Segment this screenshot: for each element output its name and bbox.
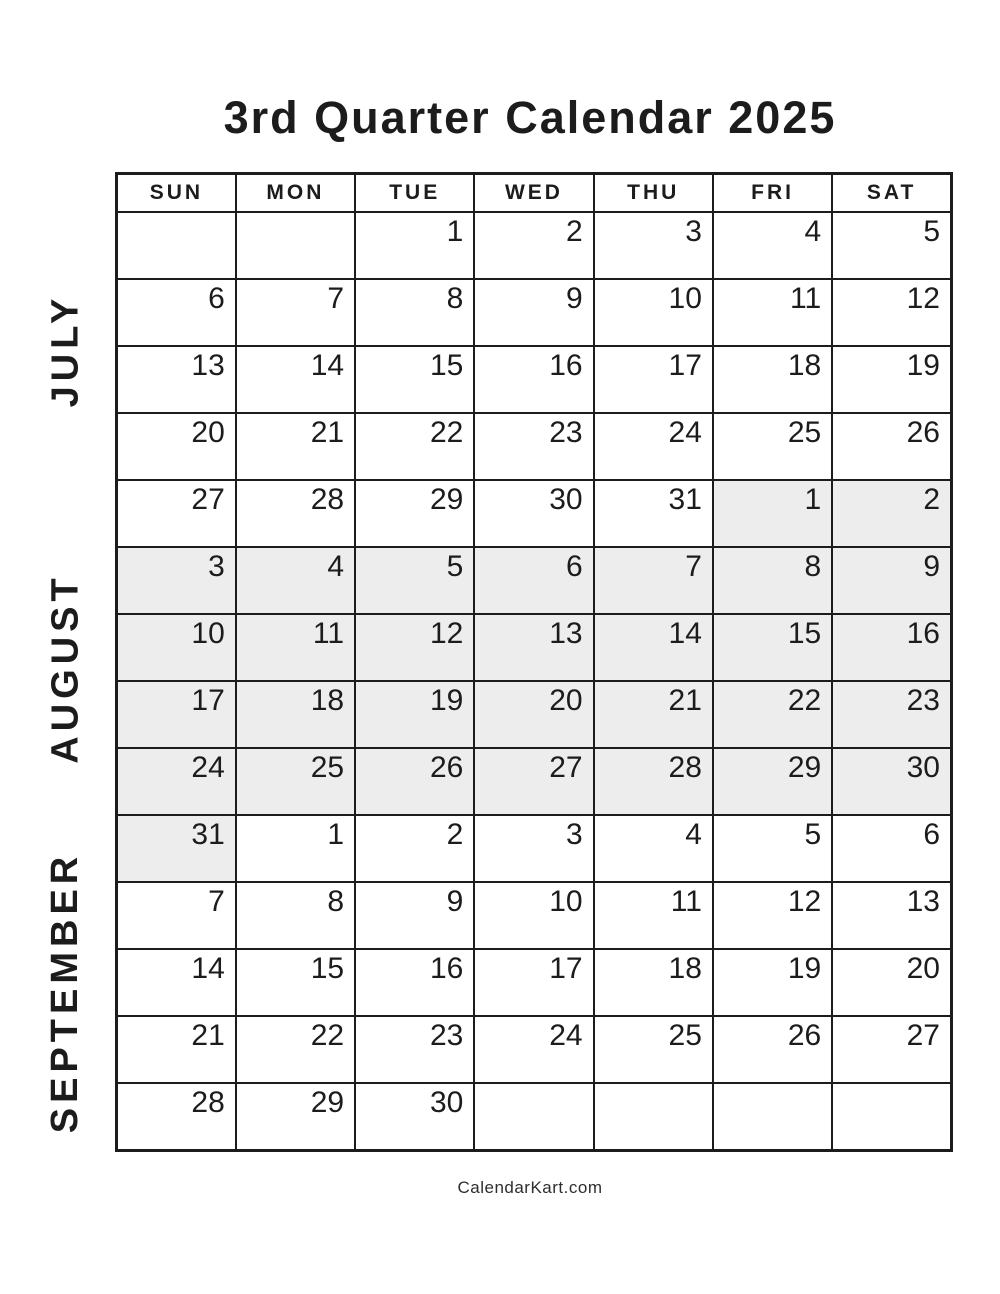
day-cell: 22 <box>355 413 474 480</box>
day-cell: 25 <box>713 413 832 480</box>
day-cell: 3 <box>594 212 713 279</box>
day-cell: 30 <box>355 1083 474 1151</box>
day-cell: 21 <box>236 413 355 480</box>
day-cell: 21 <box>117 1016 236 1083</box>
day-cell: 30 <box>832 748 951 815</box>
day-cell: 28 <box>117 1083 236 1151</box>
weekday-header-thu: THU <box>594 174 713 213</box>
day-cell: 14 <box>117 949 236 1016</box>
day-cell: 8 <box>355 279 474 346</box>
day-cell: 5 <box>713 815 832 882</box>
day-cell: 9 <box>832 547 951 614</box>
day-cell: 6 <box>117 279 236 346</box>
day-cell: 19 <box>355 681 474 748</box>
day-cell: 12 <box>355 614 474 681</box>
weekday-header-fri: FRI <box>713 174 832 213</box>
day-cell: 19 <box>713 949 832 1016</box>
day-cell: 16 <box>355 949 474 1016</box>
day-cell: 11 <box>236 614 355 681</box>
day-cell: 11 <box>713 279 832 346</box>
calendar-week-row <box>117 480 952 547</box>
day-cell: 6 <box>474 547 593 614</box>
day-cell: 20 <box>474 681 593 748</box>
day-cell: 13 <box>117 346 236 413</box>
day-cell: 8 <box>236 882 355 949</box>
calendar-body <box>117 212 952 1151</box>
day-cell: 7 <box>594 547 713 614</box>
month-label-august <box>22 468 110 868</box>
day-cell: 23 <box>832 681 951 748</box>
day-cell: 12 <box>713 882 832 949</box>
day-cell: 17 <box>474 949 593 1016</box>
day-cell: 27 <box>832 1016 951 1083</box>
empty-day-cell <box>236 212 355 279</box>
day-cell: 10 <box>117 614 236 681</box>
day-cell: 24 <box>594 413 713 480</box>
month-label-september-text: SEPTEMBER <box>44 851 87 1133</box>
day-cell: 27 <box>474 748 593 815</box>
weekday-header-wed: WED <box>474 174 593 213</box>
calendar-week-row <box>117 1016 952 1083</box>
day-cell: 4 <box>594 815 713 882</box>
day-cell: 31 <box>117 815 236 882</box>
empty-day-cell <box>594 1083 713 1151</box>
day-cell: 9 <box>355 882 474 949</box>
quarter-calendar-table <box>115 172 953 1152</box>
day-cell: 1 <box>355 212 474 279</box>
day-cell: 27 <box>117 480 236 547</box>
weekday-header-sun: SUN <box>117 174 236 213</box>
month-label-july-text: JULY <box>44 293 87 407</box>
day-cell: 13 <box>832 882 951 949</box>
day-cell: 6 <box>832 815 951 882</box>
day-cell: 26 <box>832 413 951 480</box>
day-cell: 17 <box>117 681 236 748</box>
calendar-week-row <box>117 279 952 346</box>
day-cell: 5 <box>355 547 474 614</box>
calendar-week-row <box>117 681 952 748</box>
calendar-week-row <box>117 212 952 279</box>
weekday-header-mon: MON <box>236 174 355 213</box>
day-cell: 20 <box>117 413 236 480</box>
day-cell: 10 <box>474 882 593 949</box>
day-cell: 13 <box>474 614 593 681</box>
day-cell: 15 <box>713 614 832 681</box>
day-cell: 10 <box>594 279 713 346</box>
day-cell: 24 <box>474 1016 593 1083</box>
day-cell: 23 <box>474 413 593 480</box>
day-cell: 1 <box>713 480 832 547</box>
calendar-week-row <box>117 413 952 480</box>
day-cell: 3 <box>117 547 236 614</box>
calendar-week-row <box>117 1083 952 1151</box>
day-cell: 28 <box>236 480 355 547</box>
day-cell: 8 <box>713 547 832 614</box>
day-cell: 21 <box>594 681 713 748</box>
day-cell: 20 <box>832 949 951 1016</box>
day-cell: 19 <box>832 346 951 413</box>
calendar-week-row <box>117 547 952 614</box>
day-cell: 4 <box>713 212 832 279</box>
calendar-week-row <box>117 748 952 815</box>
empty-day-cell <box>713 1083 832 1151</box>
empty-day-cell <box>832 1083 951 1151</box>
day-cell: 15 <box>355 346 474 413</box>
day-cell: 22 <box>236 1016 355 1083</box>
day-cell: 5 <box>832 212 951 279</box>
day-cell: 3 <box>474 815 593 882</box>
day-cell: 14 <box>594 614 713 681</box>
month-label-august-text: AUGUST <box>44 572 87 764</box>
day-cell: 15 <box>236 949 355 1016</box>
day-cell: 30 <box>474 480 593 547</box>
day-cell: 11 <box>594 882 713 949</box>
day-cell: 9 <box>474 279 593 346</box>
day-cell: 16 <box>474 346 593 413</box>
day-cell: 23 <box>355 1016 474 1083</box>
day-cell: 22 <box>713 681 832 748</box>
weekday-header-row <box>117 174 952 213</box>
calendar-week-row <box>117 815 952 882</box>
day-cell: 29 <box>236 1083 355 1151</box>
day-cell: 25 <box>594 1016 713 1083</box>
calendar-week-row <box>117 882 952 949</box>
calendar-week-row <box>117 949 952 1016</box>
day-cell: 16 <box>832 614 951 681</box>
day-cell: 31 <box>594 480 713 547</box>
empty-day-cell <box>117 212 236 279</box>
day-cell: 7 <box>117 882 236 949</box>
day-cell: 26 <box>713 1016 832 1083</box>
day-cell: 2 <box>474 212 593 279</box>
day-cell: 1 <box>236 815 355 882</box>
day-cell: 2 <box>355 815 474 882</box>
month-label-september <box>22 792 110 1192</box>
calendar-week-row <box>117 614 952 681</box>
day-cell: 17 <box>594 346 713 413</box>
day-cell: 24 <box>117 748 236 815</box>
footer-site-name: CalendarKart.com <box>457 1178 603 1197</box>
day-cell: 26 <box>355 748 474 815</box>
day-cell: 12 <box>832 279 951 346</box>
day-cell: 18 <box>236 681 355 748</box>
day-cell: 29 <box>713 748 832 815</box>
day-cell: 7 <box>236 279 355 346</box>
page-title: 3rd Quarter Calendar 2025 <box>223 92 837 143</box>
empty-day-cell <box>474 1083 593 1151</box>
weekday-header-sat: SAT <box>832 174 951 213</box>
month-label-july <box>22 150 110 550</box>
day-cell: 18 <box>713 346 832 413</box>
weekday-header-tue: TUE <box>355 174 474 213</box>
day-cell: 14 <box>236 346 355 413</box>
day-cell: 2 <box>832 480 951 547</box>
day-cell: 4 <box>236 547 355 614</box>
day-cell: 18 <box>594 949 713 1016</box>
calendar-header <box>117 174 952 213</box>
day-cell: 25 <box>236 748 355 815</box>
day-cell: 28 <box>594 748 713 815</box>
day-cell: 29 <box>355 480 474 547</box>
calendar-week-row <box>117 346 952 413</box>
